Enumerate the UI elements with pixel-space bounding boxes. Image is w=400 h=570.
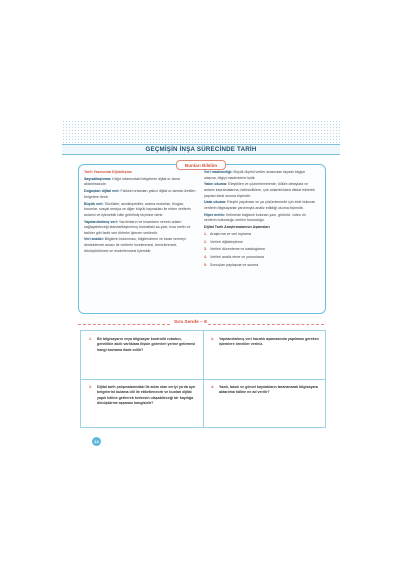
- definition-term: Uzak okuma:: [204, 200, 227, 205]
- decorative-dot-pattern: [62, 120, 340, 144]
- question-2: [89, 385, 197, 407]
- question-4: [211, 385, 319, 396]
- exercise-header: [78, 320, 324, 330]
- list-item: [204, 232, 317, 238]
- step-text: Verileri dijitalleştirme: [210, 239, 243, 244]
- definition-term: Hiper metin:: [204, 212, 225, 217]
- question-number: 2.: [89, 385, 92, 389]
- definition-term: Yakın okuma:: [204, 182, 228, 187]
- question-number: 1.: [89, 337, 92, 341]
- page-title: GEÇMİŞİN İNŞA SÜRECİNDE TARİH: [145, 146, 257, 153]
- divider: [81, 379, 325, 380]
- question-text: Yazılı, basılı ve görsel kaynakların tarananarak bilgisayara aktarılma hâline ne ad verilir?: [219, 385, 318, 395]
- definition: [204, 200, 317, 211]
- list-item: [204, 240, 317, 246]
- question-3: [211, 337, 319, 348]
- step-text: Verileri düzenleme ve kataloglama: [210, 247, 265, 252]
- definition: [84, 237, 197, 254]
- step-text: Verileri analiz etme ve yorumlama: [210, 255, 264, 260]
- info-column-left: [84, 170, 197, 255]
- definition-text: Fiziksel ortamları yalnız dijital or-tamda üretilen belgelere denir.: [84, 189, 196, 199]
- definition-text: Kelimede bağlantı bulunan yazı, görüntü, video vb. verilerin bulunduğu verilen bulunduğu.: [204, 212, 307, 223]
- info-box-heading-pill: [176, 160, 226, 170]
- definition-text: Bilgilerin bulunması, bilgilendirme ve karar vermeyi desteklemek amacı ile verilerin incelenmesi, temizlenmesi, dönüştürülmesi ve modellenmesi işlemidir.: [84, 237, 186, 253]
- definition: [204, 213, 317, 224]
- step-text: Araştırma ve veri toplama: [210, 231, 251, 236]
- page-number: 14: [94, 439, 99, 444]
- definition-term: Veri madenciliği:: [204, 170, 233, 174]
- info-column-right: [204, 170, 317, 271]
- question-text: Bir bilgisayarın veya bilgisayar kontrollü robotun, genellikle akıllı varlıklara ilişkin görevleri yerine getirmesi hangi kavrama ifade edilir?: [97, 337, 196, 352]
- definition-text: Büyük ölçekli veriler arasından faydalı bilgiye ulaşma, bilgiyi madenleme işidir.: [204, 170, 306, 180]
- steps-list: [204, 232, 317, 269]
- page-number-badge: [92, 437, 101, 446]
- definition: [84, 202, 197, 219]
- step-number: 3.: [204, 247, 207, 252]
- definition-term: Yapılandırılmış veri:: [84, 219, 118, 224]
- question-grid: [80, 330, 326, 428]
- question-number: 4.: [211, 385, 214, 389]
- steps-heading: Dijital Tarih Araştırmalarının Aşamaları: [204, 225, 270, 230]
- definition: [204, 170, 317, 181]
- definition-text: Eleştirl yapılması ve ya çözümlemede için elde bulunan verilerin bilgisayarlar yardımıyla analiz edildiği okuma biçimidir.: [204, 200, 316, 210]
- step-number: 2.: [204, 239, 207, 244]
- list-item: [204, 263, 317, 269]
- exercise-heading: Sıra Sende – 8: [174, 320, 207, 325]
- info-box-heading: Bunları Bilelim: [184, 162, 218, 168]
- question-1: [89, 337, 197, 353]
- definition-text: Sözlükler, ansiklopediler, arama motorları, bloglar, forumlar, sosyal medya ve diğer büyük kaynakları ile elden verilerin anlamlı ve işlenebilir hâle getirilmiş biçimine denir.: [84, 201, 191, 217]
- definition: [84, 189, 197, 200]
- page-title-band: [62, 144, 340, 155]
- step-text: Sonuçları paylaşma ve sunma: [210, 263, 259, 267]
- definition-text: Kâğıt ortamındaki belgelerin dijital or-tama aktarılmasıdır.: [84, 176, 180, 187]
- section-heading: Tarih Yazımında Dijitalleşme: [84, 170, 133, 174]
- definition: [84, 220, 197, 237]
- question-text: Yapılandırılmış veri hazırlık aşamasında yapılması gereken işlemlere örnekler veriniz.: [219, 337, 319, 347]
- definition-term: Veri analizi:: [84, 237, 104, 242]
- divider: [78, 324, 170, 325]
- definition: [84, 177, 197, 188]
- step-number: 1.: [204, 231, 207, 236]
- definition-term: Büyük veri:: [84, 201, 104, 206]
- definition: [204, 182, 317, 199]
- step-number: 5.: [204, 263, 207, 267]
- list-item: [204, 255, 317, 261]
- question-number: 3.: [211, 337, 214, 341]
- definition-text: Eleştirilen ve çözümlemelerde, tüllüm detaylara ve anlamı kavramalarına, belirsizliklere, çok anlamlılıklara dikkat edilerek yapılan ideal okuma biçimidir.: [204, 182, 315, 198]
- definition-term: Sayısallaştırma:: [84, 176, 112, 181]
- divider: [208, 324, 324, 325]
- step-number: 4.: [204, 255, 207, 260]
- definition-term: Doğuştan dijital veri:: [84, 189, 120, 194]
- definition-text: Yazılımların ve insanların verinin anlam sağlayabileceği standartlaştırılmış formattaki sa-yılar, kısa metin ve tarihler gibi farklı veri türlerini işlenen verilerdir.: [84, 219, 191, 235]
- question-text: Dijital tarih çalışmalarındaki ilk adım olan veriyi ya da ayrı belgelerini bulama dili ile etiketlenecek ve bunları dijital yapılı hâline getirerek herkesin ulaşabileceği bir kayıtığa dönüştürme aşaması hangisidir?: [97, 385, 196, 406]
- list-item: [204, 247, 317, 253]
